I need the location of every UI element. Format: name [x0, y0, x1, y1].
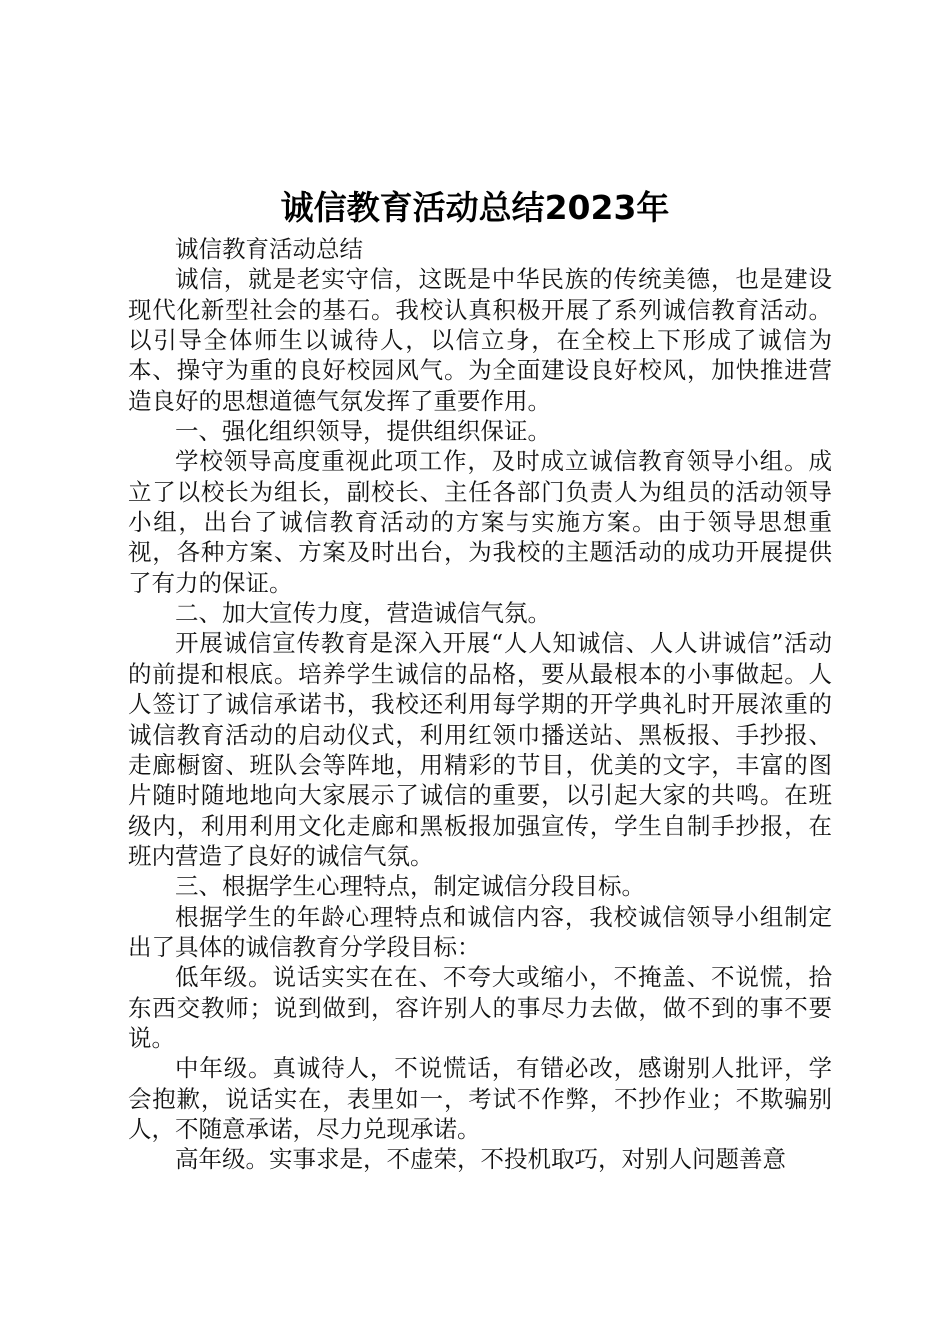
paragraph-upper-grade: 高年级。实事求是，不虚荣，不投机取巧，对别人问题善意 [175, 1145, 786, 1174]
section-heading-1: 一、强化组织领导，提供组织保证。 [175, 417, 551, 446]
paragraph-subtitle: 诚信教育活动总结 [175, 235, 363, 263]
paragraph-section-1: 学校领导高度重视此项工作，及时成立诚信教育领导小组。成立了以校长为组长，副校长、主任各部门负责人为组员的活动领导小组，出台了诚信教育活动的方案与实施方案。由于领导思想重视，各种方案、方案及时出台，为我校的主题活动的成功开展提供了有力的保证。 [128, 447, 832, 597]
section-heading-2: 二、加大宣传力度，营造诚信气氛。 [175, 599, 551, 628]
paragraph-lower-grade: 低年级。说话实实在在、不夸大或缩小，不掩盖、不说慌，拾东西交教师；说到做到，容许别人的事尽力去做，做不到的事不要说。 [128, 963, 832, 1052]
paragraph-middle-grade: 中年级。真诚待人，不说慌话，有错必改，感谢别人批评，学会抱歉，说话实在，表里如一，考试不作弊，不抄作业；不欺骗别人，不随意承诺，尽力兑现承诺。 [128, 1054, 832, 1143]
paragraph-section-3: 根据学生的年龄心理特点和诚信内容，我校诚信领导小组制定出了具体的诚信教育分学段目标： [128, 902, 832, 961]
document-body [128, 234, 832, 1175]
section-heading-3: 三、根据学生心理特点，制定诚信分段目标。 [175, 872, 645, 901]
paragraph-intro: 诚信，就是老实守信，这既是中华民族的传统美德，也是建设现代化新型社会的基石。我校认真积极开展了系列诚信教育活动。以引导全体师生以诚待人，以信立身，在全校上下形成了诚信为本、操守为重的良好校园风气。为全面建设良好校风，加快推进营造良好的思想道德气氛发挥了重要作用。 [128, 265, 832, 415]
paragraph-section-2: 开展诚信宣传教育是深入开展“人人知诚信、人人讲诚信”活动的前提和根底。培养学生诚信的品格，要从最根本的小事做起。人人签订了诚信承诺书，我校还利用每学期的开学典礼时开展浓重的诚信教育活动的启动仪式，利用红领巾播送站、黑板报、手抄报、走廊橱窗、班队会等阵地，用精彩的节目，优美的文字，丰富的图片随时随地地向大家展示了诚信的重要，以引起大家的共鸣。在班级内，利用利用文化走廊和黑板报加强宣传，学生自制手抄报，在班内营造了良好的诚信气氛。 [128, 629, 832, 870]
document-title: 诚信教育活动总结2023年 [280, 188, 670, 227]
